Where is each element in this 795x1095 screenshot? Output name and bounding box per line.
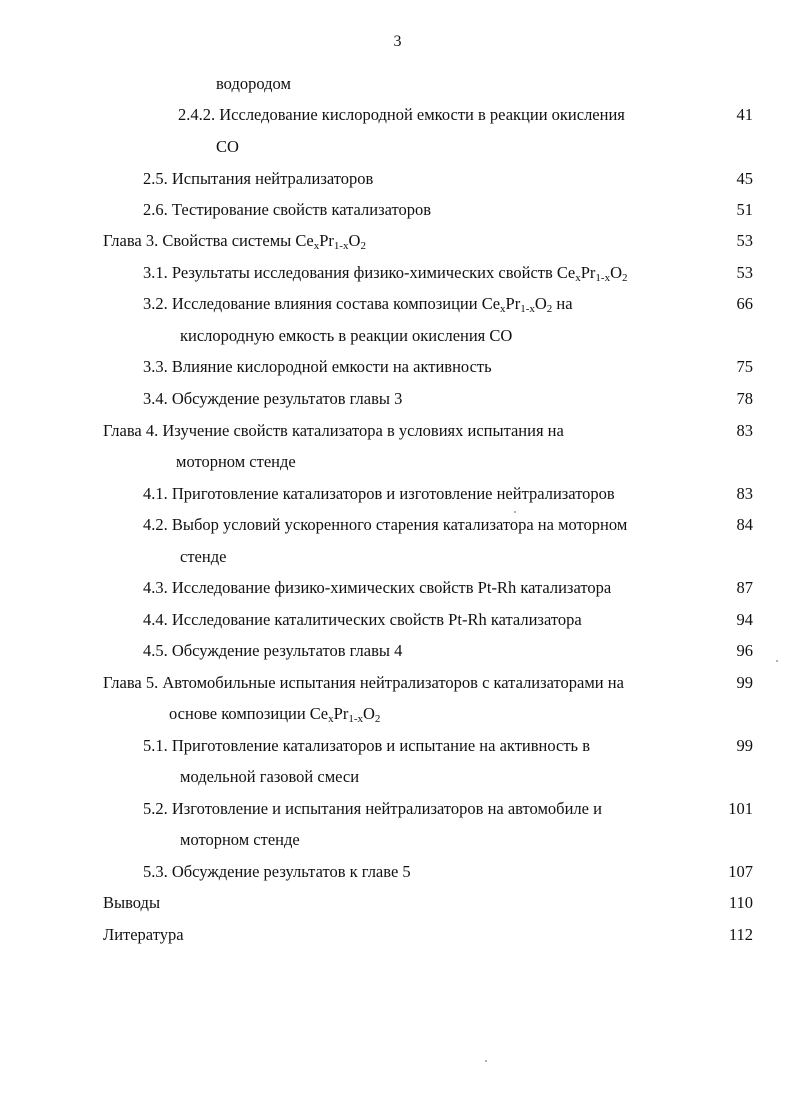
toc-entry-3-1: 3.1. Результаты исследования физико-химических свойств $Ce_xPr_{1-x}O_2$: [143, 263, 628, 284]
toc-line-continuation: моторном стенде: [180, 830, 300, 849]
toc-entry-5-2: 5.2. Изготовление и испытания нейтрализаторов на автомобиле и: [143, 799, 602, 818]
toc-page-chapter-4: 83: [736, 421, 753, 440]
toc-page-2-5: 45: [736, 169, 753, 188]
toc-entry-3-3: 3.3. Влияние кислородной емкости на активность: [143, 357, 492, 376]
toc-entry-3-4: 3.4. Обсуждение результатов главы 3: [143, 389, 403, 408]
toc-line-continuation: модельной газовой смеси: [180, 767, 360, 786]
toc-entry-4-1: 4.1. Приготовление катализаторов и изготовление нейтрализаторов: [143, 484, 615, 503]
toc-line-continuation: стенде: [180, 547, 227, 566]
toc-line-continuation: CO: [216, 137, 239, 156]
page-number: 3: [393, 33, 402, 50]
toc-page-2-6: 51: [736, 200, 753, 219]
toc-entry-5-3: 5.3. Обсуждение результатов к главе 5: [143, 862, 411, 881]
toc-chapter-3: Глава 3. Свойства системы $Ce_xPr_{1-x}O_2$: [103, 231, 366, 252]
toc-line-continuation: моторном стенде: [176, 452, 296, 471]
toc-page-references: 112: [728, 925, 753, 944]
toc-page-chapter-5: 99: [736, 673, 753, 692]
toc-page-3-4: 78: [736, 389, 753, 408]
toc-page-5-3: 107: [728, 862, 753, 881]
toc-entry-4-4: 4.4. Исследование каталитических свойств Pt-Rh катализатора: [143, 610, 582, 629]
toc-references: Литература: [103, 925, 184, 944]
toc-line-continuation: основе композиции $Ce_xPr_{1-x}O_2$: [169, 704, 381, 725]
toc-chapter-4: Глава 4. Изучение свойств катализатора в условиях испытания на: [103, 421, 564, 440]
scan-speck: [776, 660, 778, 662]
toc-page-chapter-3: 53: [736, 231, 753, 250]
toc-entry-2-5: 2.5. Испытания нейтрализаторов: [143, 169, 374, 188]
toc-page-5-1: 99: [736, 736, 753, 755]
toc-entry-4-2: 4.2. Выбор условий ускоренного старения катализатора на моторном: [143, 515, 628, 534]
toc-entry-2-6: 2.6. Тестирование свойств катализаторов: [143, 200, 432, 219]
toc-page-4-5: 96: [736, 641, 753, 660]
toc-page-conclusions: 110: [728, 893, 753, 912]
toc-page-4-4: 94: [736, 610, 753, 629]
toc-page-3-1: 53: [736, 263, 753, 282]
scan-speck: [485, 1060, 487, 1062]
toc-entry-4-3: 4.3. Исследование физико-химических свойств Pt-Rh катализатора: [143, 578, 612, 597]
toc-page-4-2: 84: [736, 515, 753, 534]
toc-chapter-5: Глава 5. Автомобильные испытания нейтрализаторов с катализаторами на: [103, 673, 624, 692]
toc-line-continuation: кислородную емкость в реакции окисления CO: [180, 326, 513, 345]
toc-entry-5-1: 5.1. Приготовление катализаторов и испытание на активность в: [143, 736, 590, 755]
toc-conclusions: Выводы: [103, 893, 161, 912]
toc-page-4-3: 87: [736, 578, 753, 597]
toc-page-3-3: 75: [736, 357, 753, 376]
toc-page-4-1: 83: [736, 484, 753, 503]
toc-entry-4-5: 4.5. Обсуждение результатов главы 4: [143, 641, 403, 660]
toc-page-3-2: 66: [736, 294, 753, 313]
toc-page-2-4-2: 41: [736, 105, 753, 124]
toc-entry-2-4-2: 2.4.2. Исследование кислородной емкости в реакции окисления: [178, 105, 625, 124]
toc-line-continuation: водородом: [216, 74, 291, 93]
scan-speck: [514, 511, 516, 513]
toc-page-5-2: 101: [728, 799, 753, 818]
toc-entry-3-2: 3.2. Исследование влияния состава композиции $Ce_xPr_{1-x}O_2$ на: [143, 294, 573, 315]
